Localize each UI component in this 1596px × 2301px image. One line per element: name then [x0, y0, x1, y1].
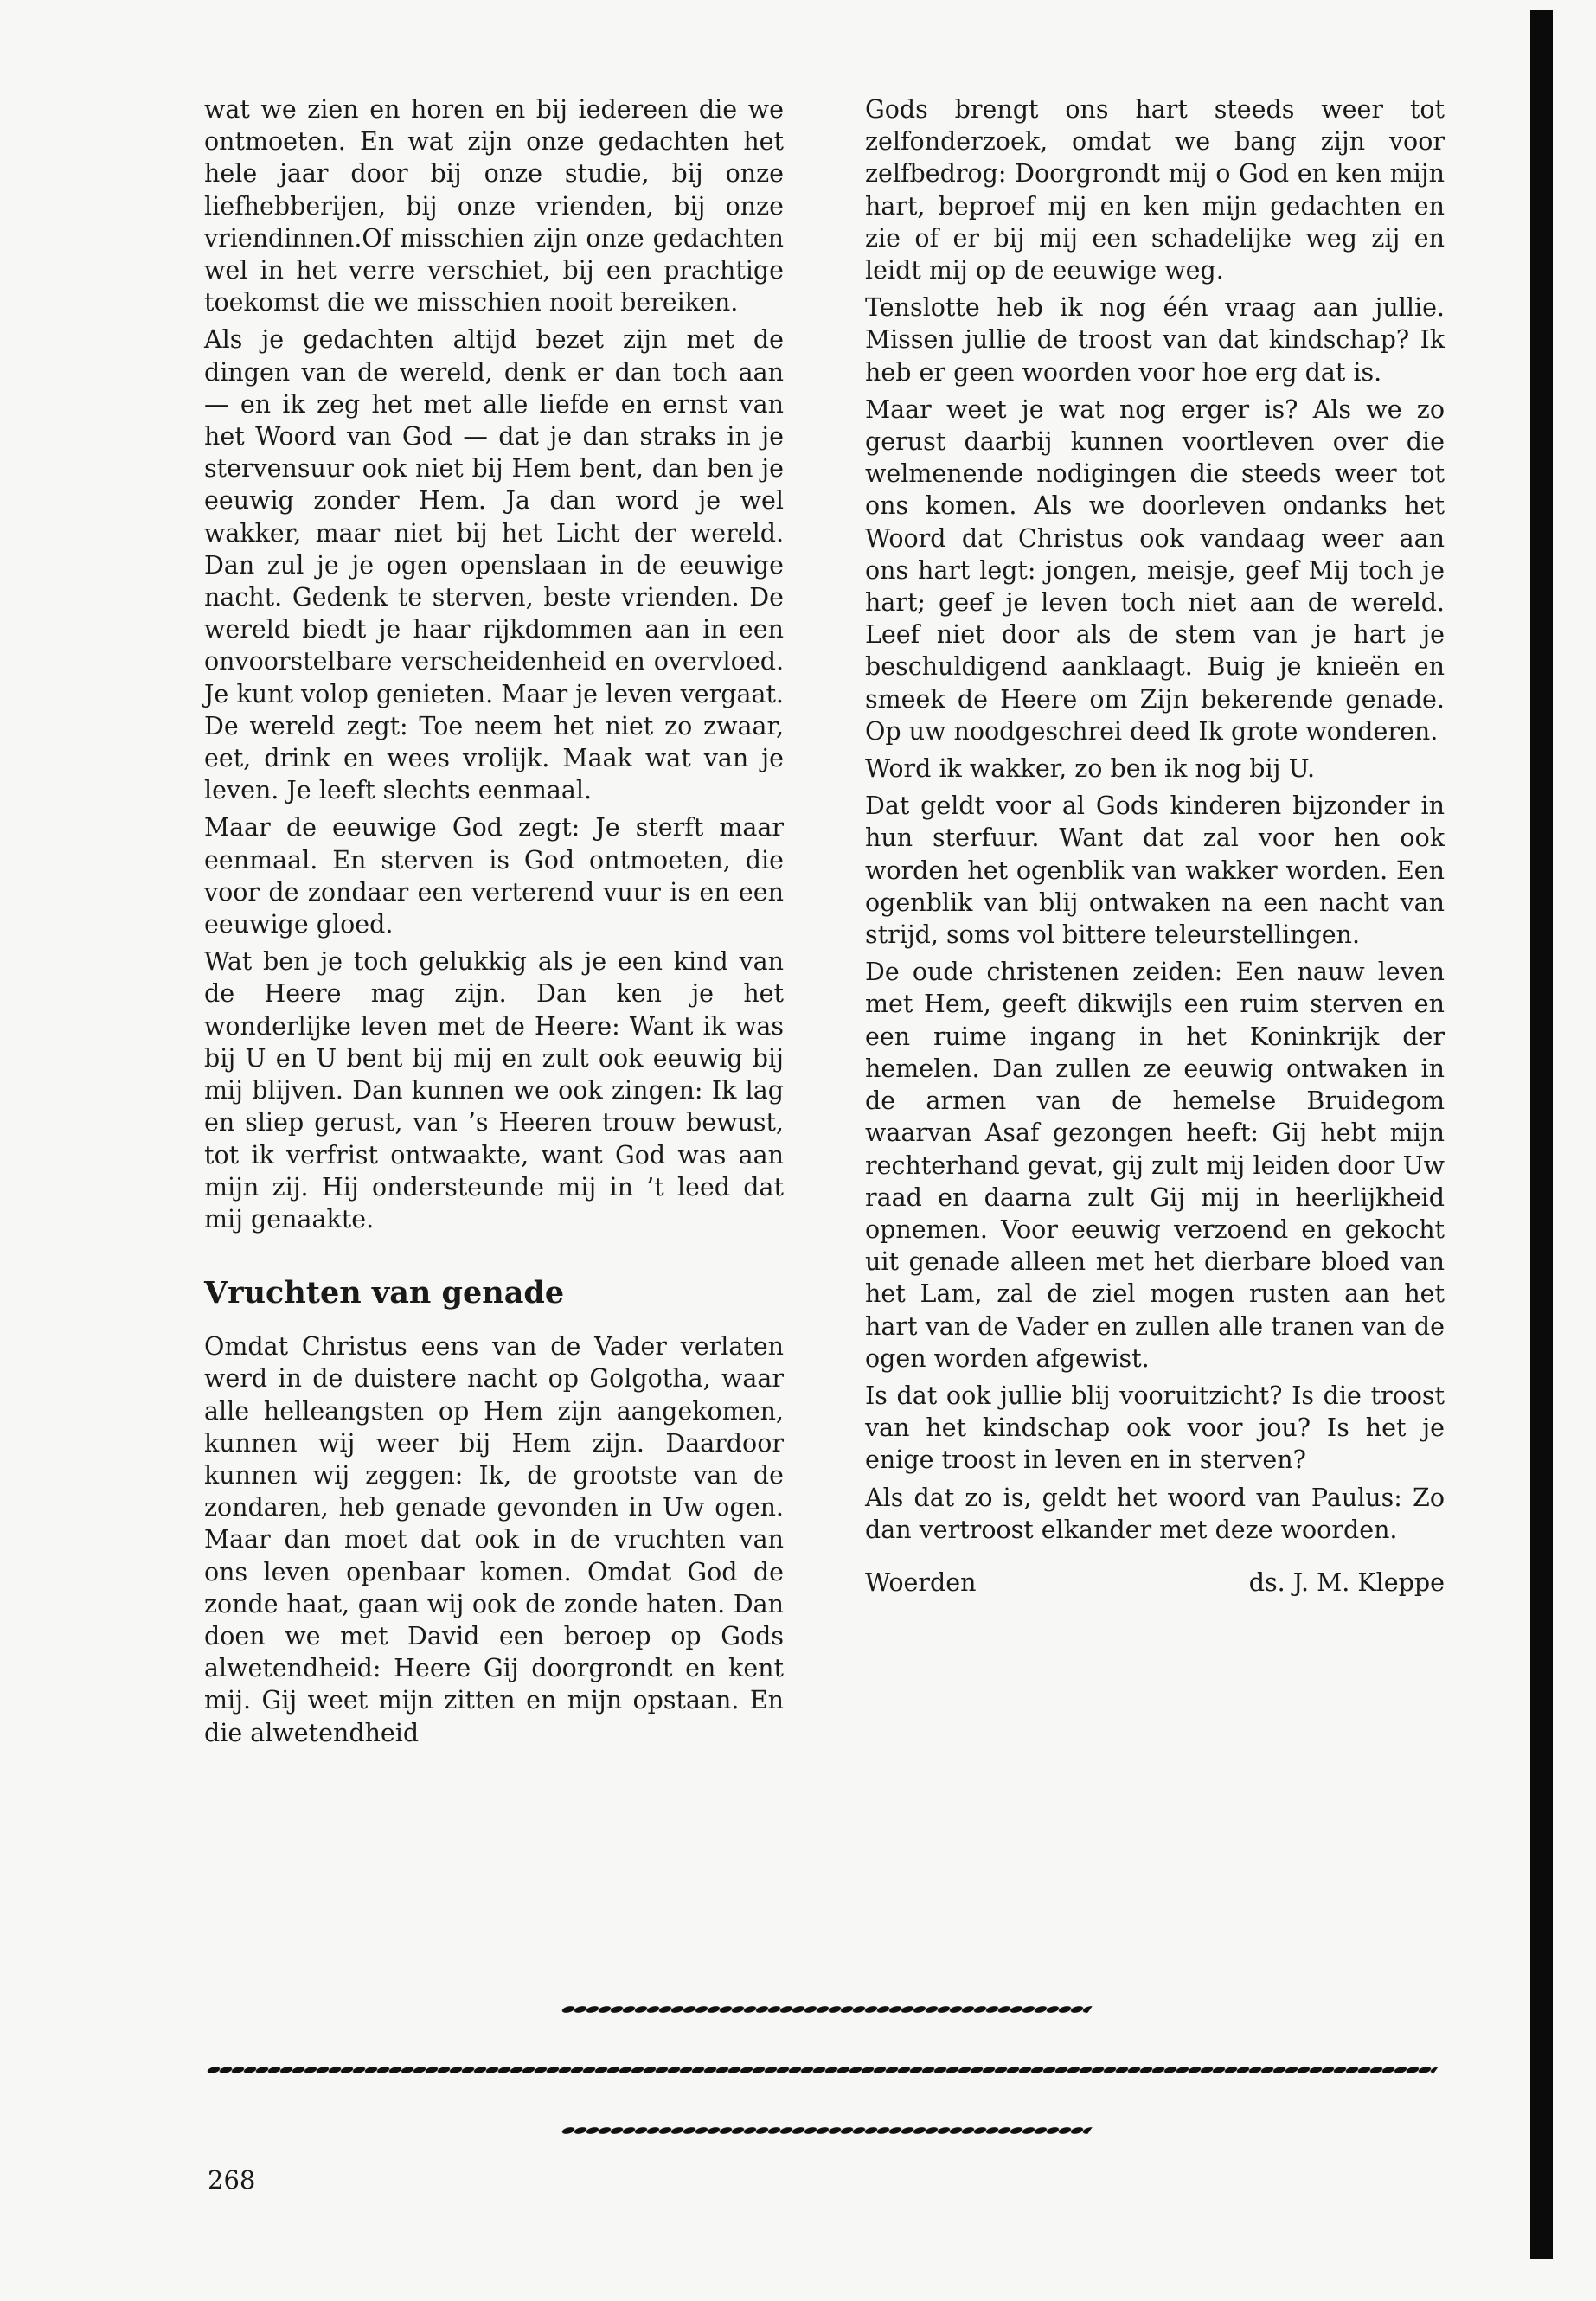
ornament-rule-top [558, 2003, 1094, 2016]
paragraph: Gods brengt ons hart steeds weer tot zelfonderzoek, omdat we bang zijn voor zelfbedrog: Doorgrondt mij o God en ken mijn hart, beproef mij en ken mijn gedachten en zie of er bij mij een schadelijke weg zij en leidt mij op de eeuwige weg. [865, 95, 1445, 285]
paragraph: Is dat ook jullie blij vooruitzicht? Is die troost van het kindschap ook voor jou? Is het je enige troost in leven en in sterven? [865, 1381, 1445, 1475]
signature-author: ds. J. M. Kleppe [1248, 1567, 1445, 1597]
paragraph: Wat ben je toch gelukkig als je een kind van de Heere mag zijn. Dan ken je het wonderlijke leven met de Heere: Want ik was bij U en U bent bij mij en zult ook eeuwig bij mij blijven. Dan kunnen we ook zingen: Ik lag en sliep gerust, van ’s Heeren trouw bewust, tot ik verfrist ontwaakte, want God was aan mijn zij. Hij ondersteunde mij in ’t leed dat mij genaakte. [204, 947, 784, 1234]
paragraph: Tenslotte heb ik nog één vraag aan jullie. Missen jullie de troost van dat kindschap? Ik heb er geen woorden voor hoe erg dat is. [865, 293, 1445, 387]
paragraph: Maar weet je wat nog erger is? Als we zo gerust daarbij kunnen voortleven over die welmenende nodigingen die steeds weer tot ons komen. Als we doorleven ondanks het Woord dat Christus ook vandaag weer aan ons hart legt: jongen, meisje, geef Mij toch je hart; geef je leven toch niet aan de wereld. Leef niet door als de stem van je hart je beschuldigend aanklaagt. Buig je knieën en smeek de Heere om Zijn bekerende genade. Op uw noodgeschrei deed Ik grote wonderen. [865, 394, 1445, 746]
paragraph: Maar de eeuwige God zegt: Je sterft maar eenmaal. En sterven is God ontmoeten, die voor de zondaar een verterend vuur is en een eeuwige gloed. [204, 813, 784, 939]
section-heading: Vruchten van genade [204, 1275, 565, 1311]
paragraph: De oude christenen zeiden: Een nauw leven met Hem, geeft dikwijls een ruim sterven en een ruime ingang in het Koninkrijk der hemelen. Dan zullen ze eeuwig ontwaken in de armen van de hemelse Bruidegom waarvan Asaf gezongen heeft: Gij hebt mijn rechterhand gevat, gij zult mij leiden door Uw raad en daarna zult Gij mij in heerlijkheid opnemen. Voor eeuwig verzoend en gekocht uit genade alleen met het dierbare bloed van het Lam, zal de ziel mogen rusten aan het hart van de Vader en zullen alle tranen van de ogen worden afgewist. [865, 958, 1445, 1373]
paragraph: Dat geldt voor al Gods kinderen bijzonder in hun sterfuur. Want dat zal voor hen ook worden het ogenblik van wakker worden. Een ogenblik van blij ontwaken na een nacht van strijd, soms vol bittere teleurstellingen. [865, 792, 1445, 950]
paragraph: Als je gedachten altijd bezet zijn met de dingen van de wereld, denk er dan toch aan — en ik zeg het met alle liefde en ernst van het Woord van God — dat je dan straks in je stervensuur ook niet bij Hem bent, dan ben je eeuwig zonder Hem. Ja dan word je wel wakker, maar niet bij het Licht der wereld. Dan zul je je ogen openslaan in de eeuwige nacht. Gedenk te sterven, beste vrienden. De wereld biedt je haar rijkdommen aan in een onvoorstelbare verscheidenheid en overvloed. Je kunt volop genieten. Maar je leven vergaat. De wereld zegt: Toe neem het niet zo zwaar, eet, drink en wees vrolijk. Maak wat van je leven. Je leeft slechts eenmaal. [204, 325, 784, 805]
signature-place: Woerden [865, 1567, 977, 1597]
paragraph: Als dat zo is, geldt het woord van Paulus: Zo dan vertroost elkander met deze woorden. [865, 1483, 1445, 1544]
paragraph: Omdat Christus eens van de Vader verlaten werd in de duistere nacht op Golgotha, waar alle helleangsten op Hem zijn aangekomen, kunnen wij weer bij Hem zijn. Daardoor kunnen wij zeggen: Ik, de grootste van de zondaren, heb genade gevonden in Uw ogen. Maar dan moet dat ook in de vruchten van ons leven openbaar komen. Omdat God de zonde haat, gaan wij ook de zonde haten. Dan doen we met David een beroep op Gods alwetendheid: Heere Gij doorgrondt en kent mij. Gij weet mijn zitten en mijn opstaan. En die alwetendheid [204, 1332, 784, 1747]
page-number: 268 [208, 2165, 256, 2195]
ornament-rule-bottom [558, 2125, 1094, 2137]
signature [865, 1567, 1445, 1599]
scan-edge-bar [1530, 10, 1553, 2259]
paragraph: Word ik wakker, zo ben ik nog bij U. [865, 754, 1316, 784]
ornament-rule-middle [203, 2064, 1440, 2076]
right-column [865, 93, 1445, 1599]
left-column [204, 93, 784, 1754]
paragraph: wat we zien en horen en bij iedereen die we ontmoeten. En wat zijn onze gedachten het hele jaar door bij onze studie, bij onze liefhebberijen, bij onze vrienden, bij onze vriendinnen.Of misschien zijn onze gedachten wel in het verre verschiet, bij een prachtige toekomst die we misschien nooit bereiken. [204, 95, 784, 317]
